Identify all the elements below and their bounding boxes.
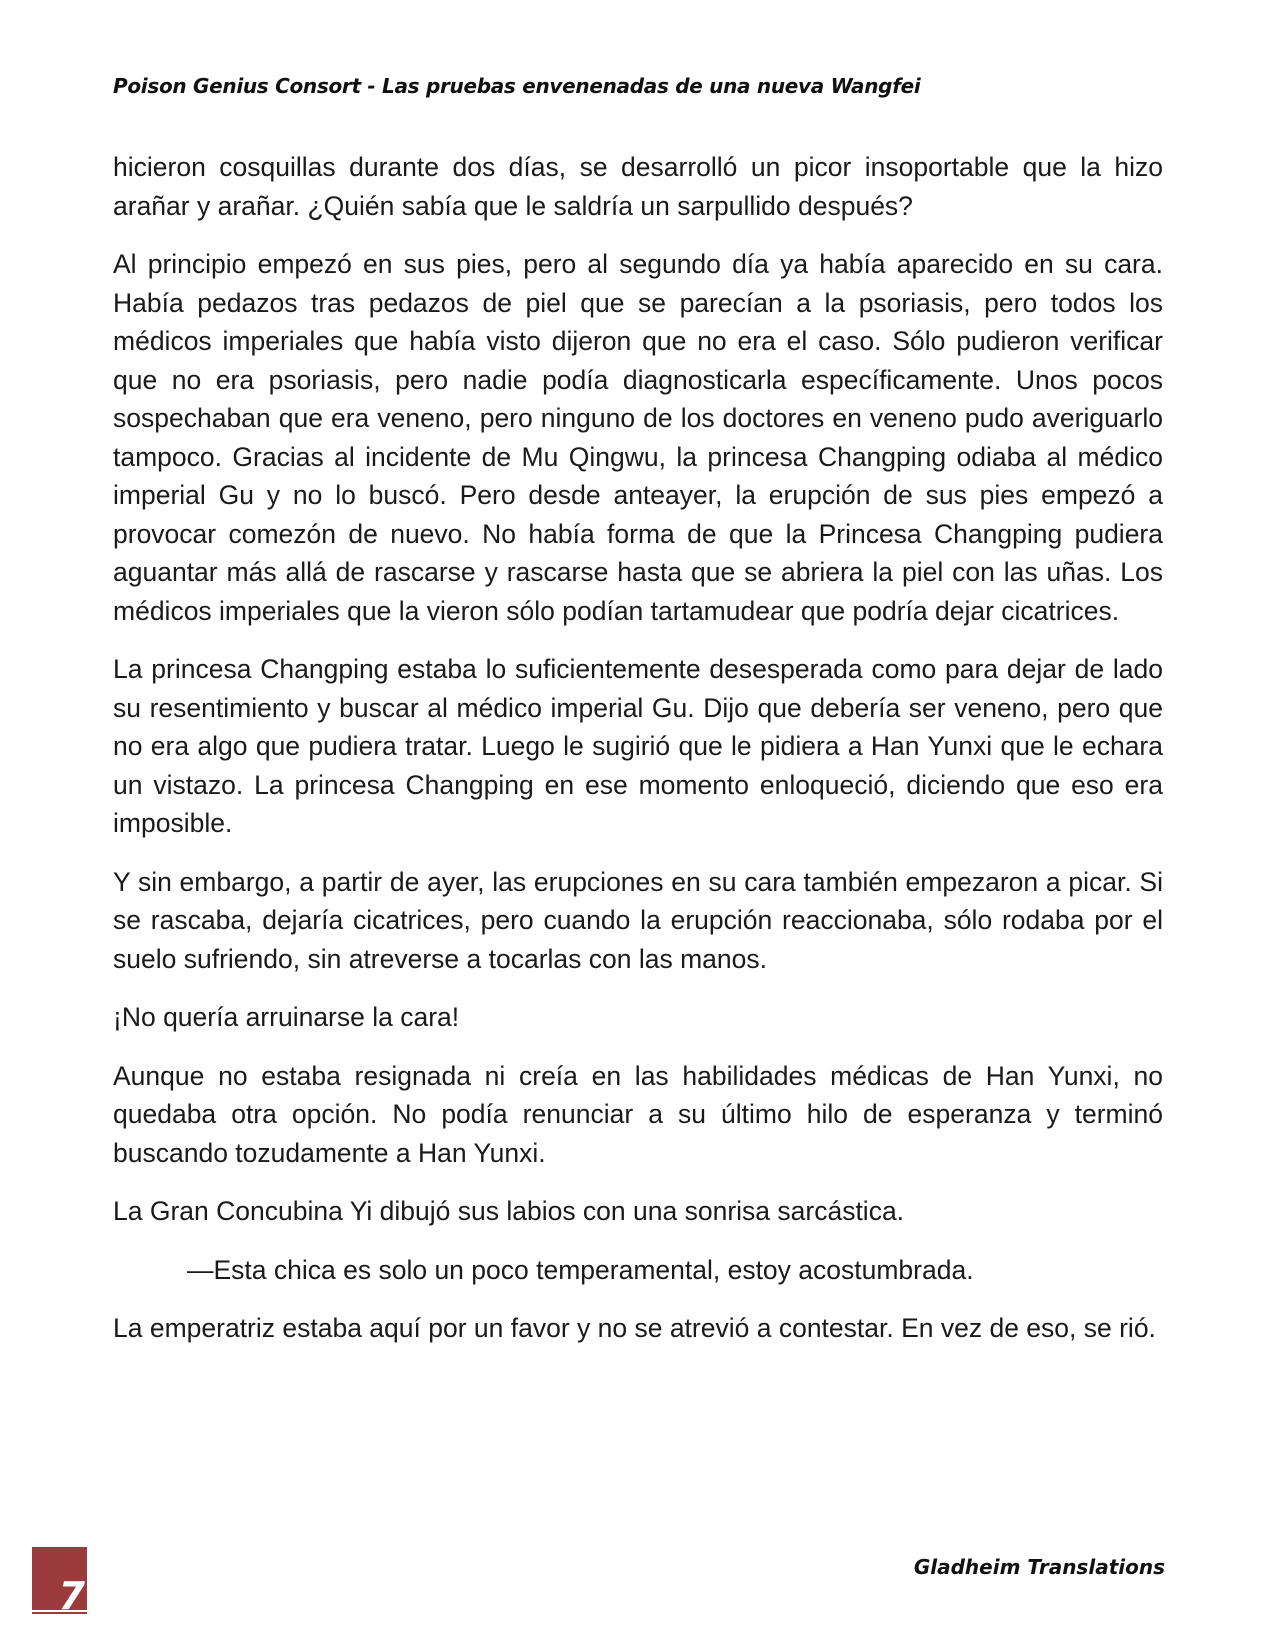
paragraph: Al principio empezó en sus pies, pero al segundo día ya había aparecido en su cara. Había pedazos tras pedazos de piel que se parecían a la psoriasis, pero todos los médicos imperiales que había visto dijeron que no era el caso. Sólo pudieron verificar que no era psoriasis, pero nadie podía diagnosticarla específicamente. Unos pocos sospechaban que era veneno, pero ninguno de los doctores en veneno pudo averiguarlo tampoco. Gracias al incidente de Mu Qingwu, la princesa Changping odiaba al médico imperial Gu y no lo buscó. Pero desde anteayer, la erupción de sus pies empezó a provocar comezón de nuevo. No había forma de que la Princesa Changping pudiera aguantar más allá de rascarse y rascarse hasta que se abriera la piel con las uñas. Los médicos imperiales que la vieron sólo podían tartamudear que podría dejar cicatrices. [113, 249, 1163, 626]
paragraph: La princesa Changping estaba lo suficientemente desesperada como para dejar de lado su resentimiento y buscar al médico imperial Gu. Dijo que debería ser veneno, pero que no era algo que pudiera tratar. Luego le sugirió que le pidiera a Han Yunxi que le echara un vistazo. La princesa Changping en ese momento enloqueció, diciendo que eso era imposible. [113, 654, 1163, 838]
footer-credit: Gladheim Translations [913, 1555, 1165, 1579]
dialogue-paragraph: —Esta chica es solo un poco temperamental, estoy acostumbrada. [187, 1254, 974, 1285]
document-body [113, 148, 1163, 1368]
document-header-title: Poison Genius Consort - Las pruebas envenenadas de una nueva Wangfei [113, 74, 921, 98]
page-number-badge [32, 1547, 87, 1610]
paragraph: ¡No quería arruinarse la cara! [113, 1002, 460, 1032]
paragraph: La emperatriz estaba aquí por un favor y no se atrevió a contestar. En vez de eso, se rió. [113, 1313, 1156, 1343]
paragraph: La Gran Concubina Yi dibujó sus labios con una sonrisa sarcástica. [113, 1196, 905, 1226]
paragraph: Y sin embargo, a partir de ayer, las erupciones en su cara también empezaron a picar. Si se rascaba, dejaría cicatrices, pero cuando la erupción reaccionaba, sólo rodaba por el suelo sufriendo, sin atreverse a tocarlas con las manos. [113, 866, 1163, 974]
paragraph: hicieron cosquillas durante dos días, se desarrolló un picor insoportable que la hizo arañar y arañar. ¿Quién sabía que le saldría un sarpullido después? [113, 152, 1163, 221]
page-number: 7 [58, 1574, 85, 1610]
footer-divider [32, 1612, 87, 1614]
paragraph: Aunque no estaba resignada ni creía en las habilidades médicas de Han Yunxi, no quedaba otra opción. No podía renunciar a su último hilo de esperanza y terminó buscando tozudamente a Han Yunxi. [113, 1060, 1163, 1168]
